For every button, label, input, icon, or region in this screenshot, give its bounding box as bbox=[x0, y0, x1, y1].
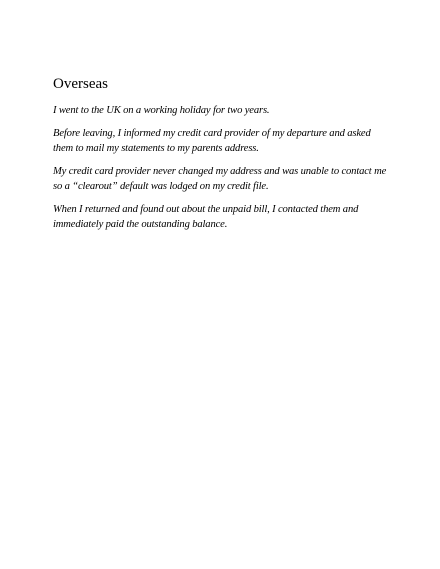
paragraph-1: I went to the UK on a working holiday for two years. bbox=[53, 105, 270, 116]
paragraph-4: When I returned and found out about the unpaid bill, I contacted them and immediately paid the outstanding balance. bbox=[53, 203, 359, 230]
paragraph-3: My credit card provider never changed my address and was unable to contact me so a “clearout” default was lodged on my credit file. bbox=[53, 165, 387, 192]
document-content bbox=[53, 74, 393, 240]
document-heading: Overseas bbox=[53, 76, 108, 92]
paragraph-2: Before leaving, I informed my credit card provider of my departure and asked them to mail my statements to my parents address. bbox=[53, 127, 371, 154]
